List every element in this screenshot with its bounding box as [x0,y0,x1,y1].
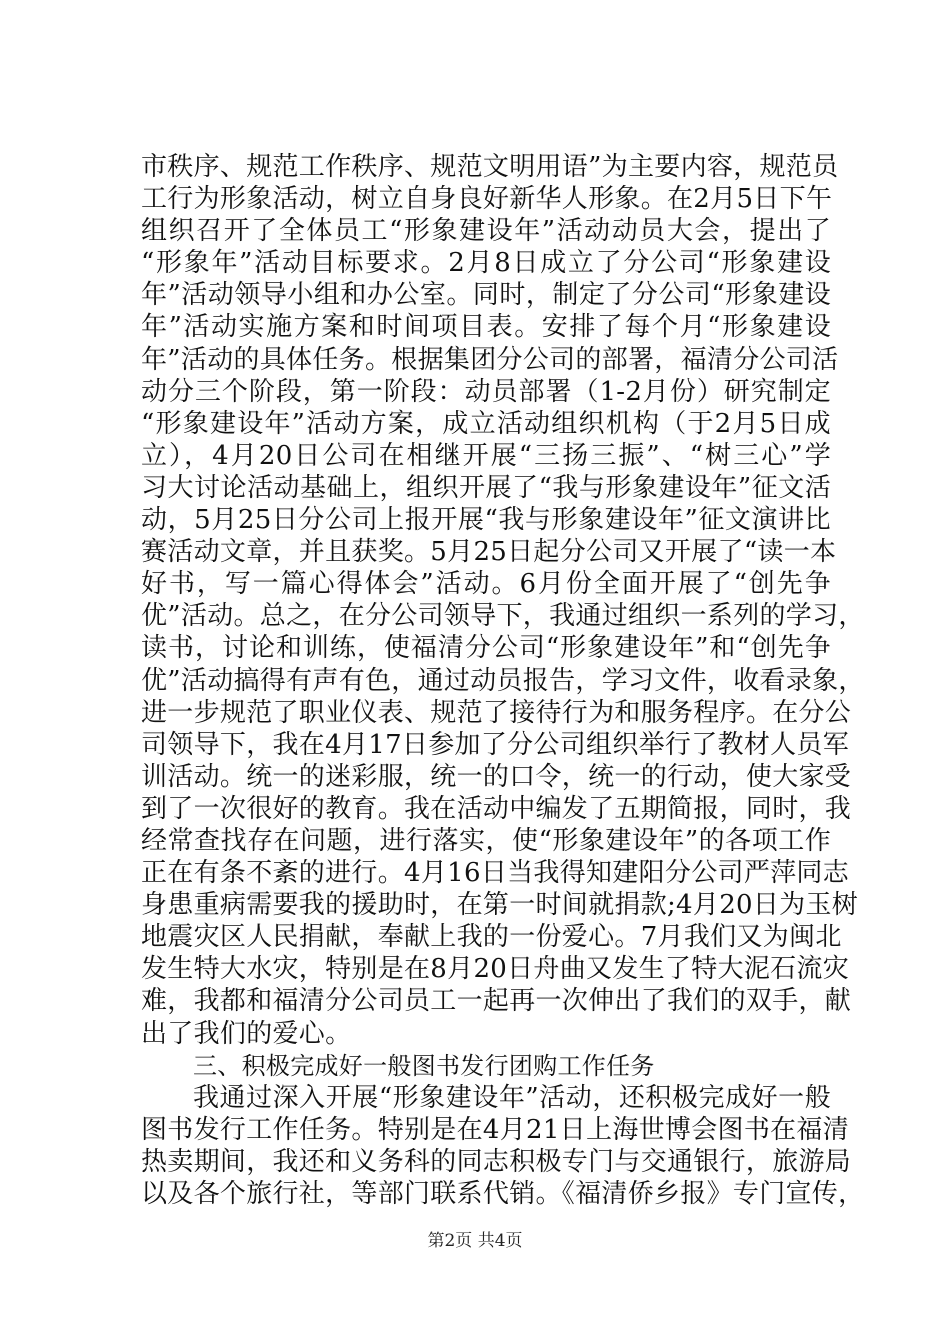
paragraph-line: 难，我都和福清分公司员工一起再一次伸出了我们的双手，献 [141,986,852,1017]
paragraph-line: 年”活动实施方案和时间项目表。安排了每个月“形象建设 [141,312,831,343]
paragraph-line: 图书发行工作任务。特别是在4月21日上海世博会图书在福清 [141,1114,850,1145]
paragraph-line: 发生特大水灾，特别是在8月20日舟曲又发生了特大泥石流灾 [141,954,850,985]
paragraph-line: 组织召开了全体员工“形象建设年”活动动员大会，提出了 [141,216,831,247]
paragraph-line: 优”活动。总之，在分公司领导下，我通过组织一系列的学习， [141,601,865,632]
paragraph-line: 司领导下，我在4月17日参加了分公司组织举行了教材人员军 [141,729,850,760]
paragraph-line: 动分三个阶段，第一阶段：动员部署（1-2月份）研究制定 [141,376,831,407]
paragraph-line: 地震灾区人民捐献，奉献上我的一份爱心。7月我们又为闽北 [141,922,842,953]
paragraph-line: 出了我们的爱心。 [141,1018,352,1049]
paragraph-line: 热卖期间，我还和义务科的同志积极专门与交通银行，旅游局 [141,1146,852,1177]
paragraph-line: “形象建设年”活动方案，成立活动组织机构（于2月5日成 [141,408,831,439]
paragraph-line: 训活动。统一的迷彩服，统一的口令，统一的行动，使大家受 [141,761,852,792]
paragraph-line: 好书，写一篇心得体会”活动。6月份全面开展了“创先争 [141,569,831,600]
paragraph-line: “形象年”活动目标要求。2月8日成立了分公司“形象建设 [141,248,831,279]
paragraph-line: 市秩序、规范工作秩序、规范文明用语”为主要内容，规范员 [141,152,839,182]
paragraph-line: 读书，讨论和训练，使福清分公司“形象建设年”和“创先争 [141,633,831,664]
paragraph-line: 习大讨论活动基础上，组织开展了“我与形象建设年”征文活 [141,472,831,503]
paragraph-line: 立），4月20日公司在相继开展“三扬三振”、“树三心”学 [141,440,831,471]
paragraph-line: 以及各个旅行社，等部门联系代销。《福清侨乡报》专门宣传， [141,1179,865,1209]
paragraph-line: 身患重病需要我的援助时，在第一时间就捐款;4月20日为玉树 [141,890,859,921]
paragraph-line: 到了一次很好的教育。我在活动中编发了五期简报，同时，我 [141,793,852,824]
paragraph-line: 优”活动搞得有声有色，通过动员报告，学习文件，收看录象， [141,665,865,696]
paragraph-line: 进一步规范了职业仪表、规范了接待行为和服务程序。在分公 [141,697,852,728]
section-heading: 三、积极完成好一般图书发行团购工作任务 [193,1051,655,1080]
paragraph-line: 动，5月25日分公司上报开展“我与形象建设年”征文演讲比 [141,505,831,536]
paragraph-line: 我通过深入开展“形象建设年”活动，还积极完成好一般 [193,1082,831,1113]
paragraph-line: 赛活动文章，并且获奖。5月25日起分公司又开展了“读一本 [141,537,837,568]
page-number: 第2页 共4页 [427,1231,523,1251]
paragraph-line: 年”活动领导小组和办公室。同时，制定了分公司“形象建设 [141,280,831,311]
document-body [141,151,865,1210]
paragraph-line: 年”活动的具体任务。根据集团分公司的部署，福清分公司活 [141,344,839,375]
paragraph-line: 工行为形象活动，树立自身良好新华人形象。在2月5日下午 [141,184,833,215]
paragraph-line: 经常查找存在问题，进行落实，使“形象建设年”的各项工作 [141,825,831,856]
paragraph-line: 正在有条不紊的进行。4月16日当我得知建阳分公司严萍同志 [141,858,850,889]
